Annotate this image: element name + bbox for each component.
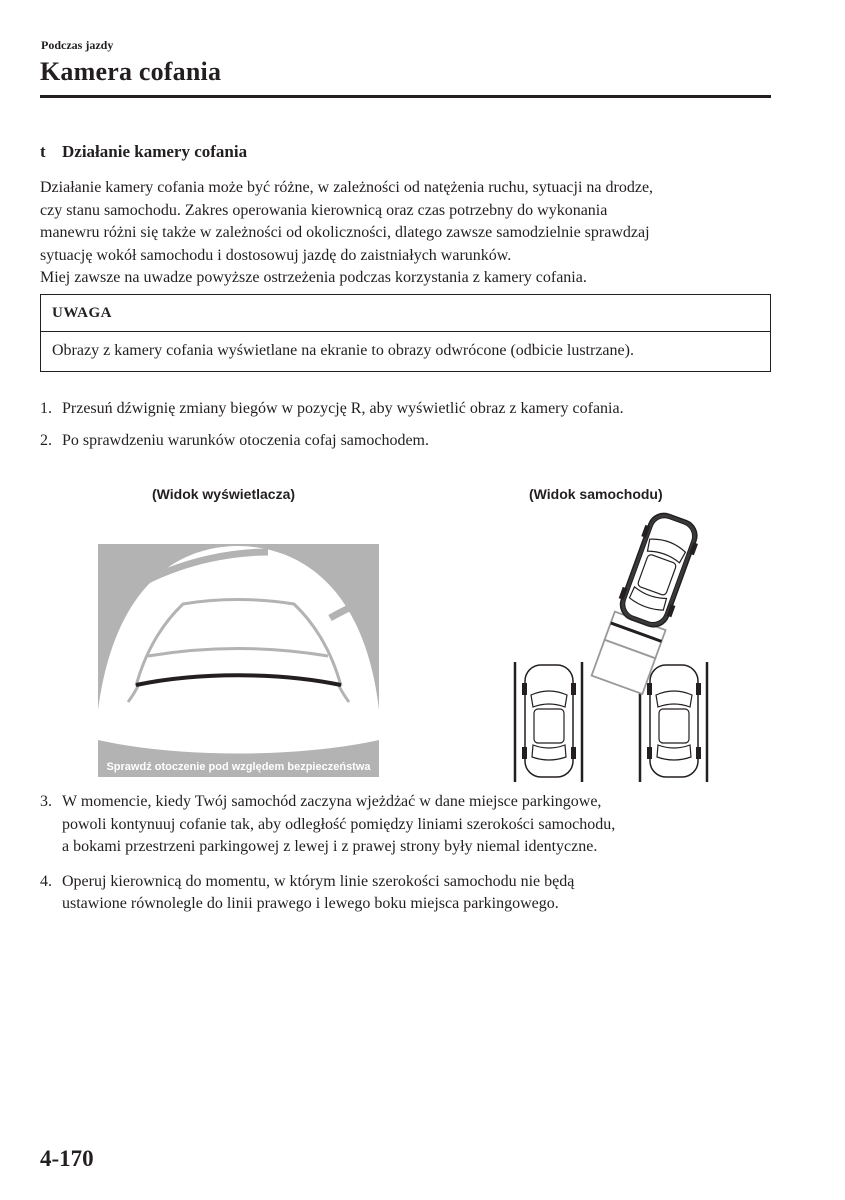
step-text: a bokami przestrzeni parkingowej z lewej i z prawej strony były niemal identyczne. xyxy=(62,838,598,855)
step-number: 1. xyxy=(40,400,52,417)
step-item xyxy=(40,871,800,916)
vehicle-view-illustration xyxy=(510,510,715,785)
steps-list-top xyxy=(40,398,800,452)
step-text: Przesuń dźwignię zmiany biegów w pozycję R, aby wyświetlić obraz z kamery cofania. xyxy=(62,400,624,417)
step-text: W momencie, kiedy Twój samochód zaczyna wjeżdżać w dane miejsce parkingowe, xyxy=(62,793,602,810)
parked-car-right xyxy=(647,665,701,777)
display-warning-banner: Sprawdź otoczenie pod względem bezpieczeństwa xyxy=(106,761,371,773)
subheading xyxy=(40,142,247,162)
subheading-bullet: t xyxy=(40,142,46,161)
note-text: Obrazy z kamery cofania wyświetlane na ekranie to obrazy odwrócone (odbicie lustrzane). xyxy=(52,342,634,359)
page-title: Kamera cofania xyxy=(40,57,222,86)
step-text: Po sprawdzeniu warunków otoczenia cofaj samochodem. xyxy=(62,431,429,449)
title-divider xyxy=(40,95,771,98)
step-item xyxy=(40,398,800,421)
step-text: powoli kontynuuj cofanie tak, aby odległość pomiędzy liniami szerokości samochodu, xyxy=(62,815,616,833)
note-heading: UWAGA xyxy=(41,295,770,332)
step-item xyxy=(40,430,800,453)
step-number: 3. xyxy=(40,793,52,810)
intro-paragraph xyxy=(40,177,780,290)
intro-line: manewru różni się także w zależności od okoliczności, dlatego zawsze samodzielnie sprawdzaj xyxy=(40,224,650,241)
intro-line: sytuację wokół samochodu i dostosowuj jazdę do zaistniałych warunków. xyxy=(40,246,512,264)
display-view-caption: (Widok wyświetlacza) xyxy=(152,486,296,502)
steps-list-bottom xyxy=(40,791,800,916)
step-number: 4. xyxy=(40,872,52,890)
step-number: 2. xyxy=(40,431,52,449)
intro-line: Miej zawsze na uwadze powyższe ostrzeżenia podczas korzystania z kamery cofania. xyxy=(40,269,587,286)
subheading-text: Działanie kamery cofania xyxy=(62,142,248,161)
parking-line-far-end xyxy=(143,577,146,581)
parked-car-left xyxy=(522,665,576,777)
note-box xyxy=(40,294,771,372)
intro-line: czy stanu samochodu. Zakres operowania kierownicą oraz czas potrzebny do wykonania xyxy=(40,201,608,219)
camera-display-illustration xyxy=(98,544,379,777)
page-number: 4-170 xyxy=(40,1146,94,1171)
step-text: Operuj kierownicą do momentu, w którym linie szerokości samochodu nie będą xyxy=(62,872,575,890)
vehicle-view-caption: (Widok samochodu) xyxy=(529,486,663,502)
step-text: ustawione równolegle do linii prawego i lewego boku miejsca parkingowego. xyxy=(62,895,559,912)
step-item xyxy=(40,791,800,859)
section-label: Podczas jazdy xyxy=(41,38,114,52)
intro-line: Działanie kamery cofania może być różne, w zależności od natężenia ruchu, sytuacji na drodze, xyxy=(40,179,654,196)
